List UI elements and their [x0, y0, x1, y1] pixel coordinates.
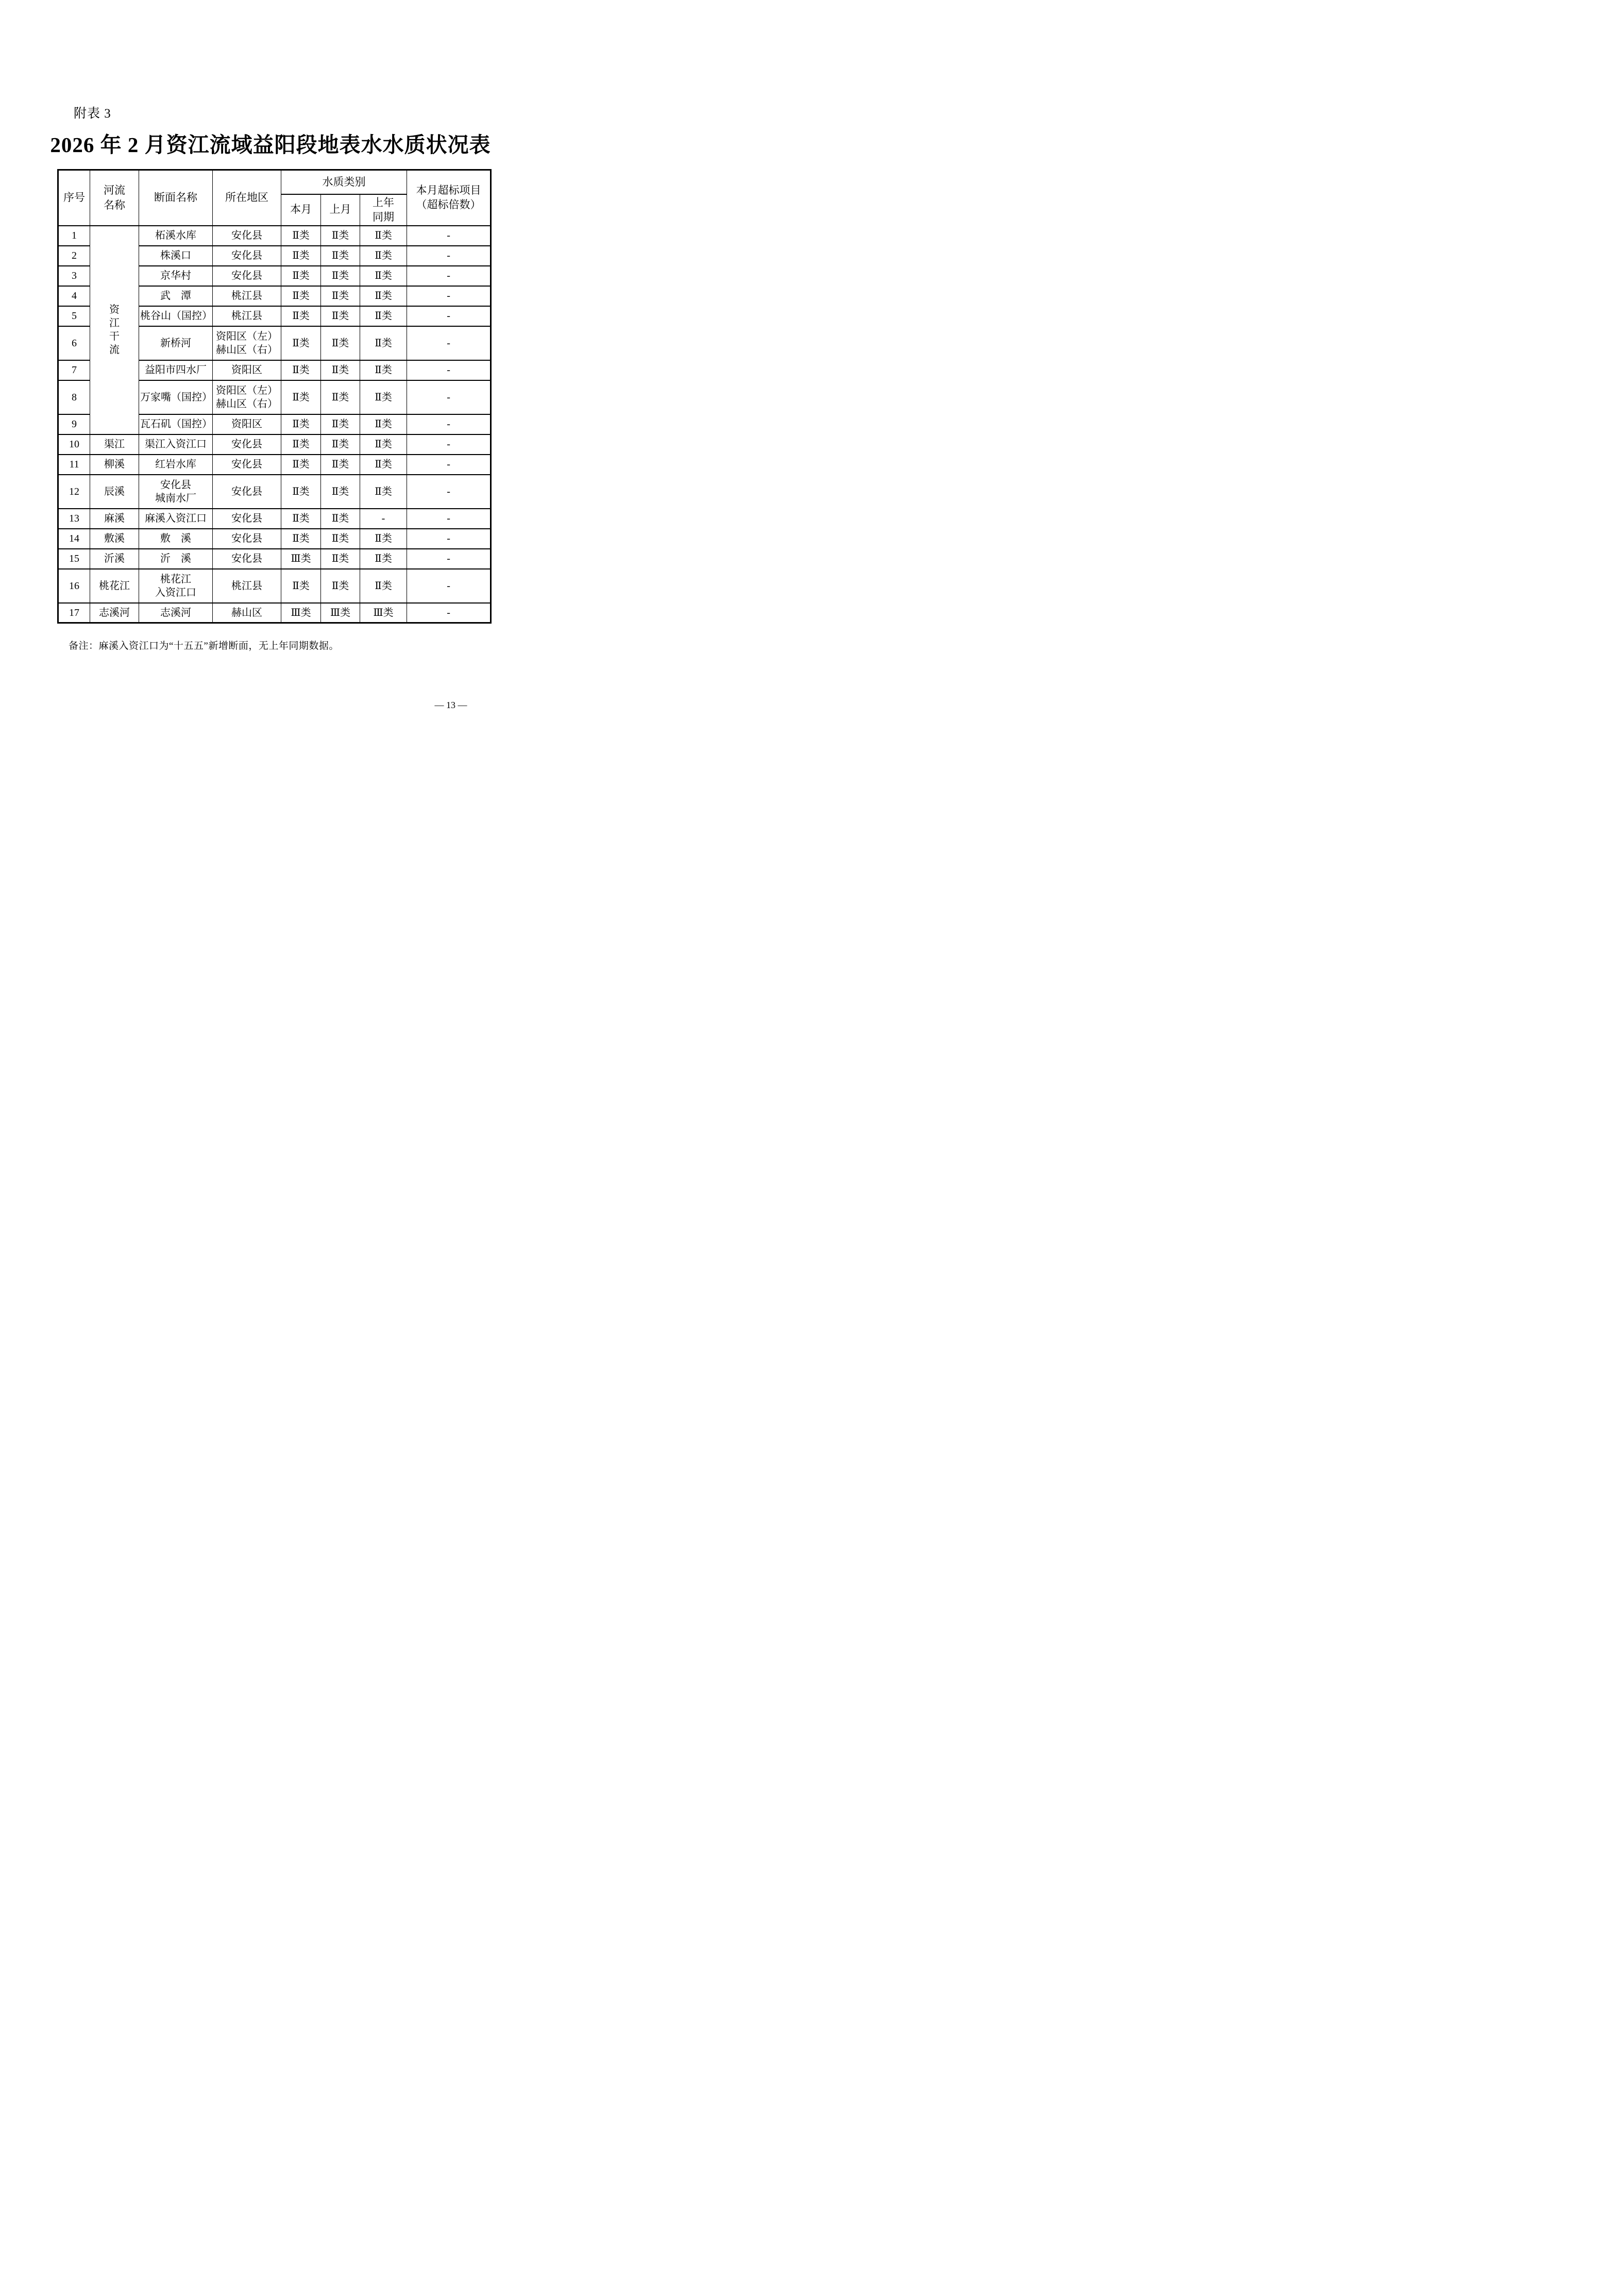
- cell-section: 安化县 城南水厂: [139, 475, 213, 509]
- cell-this-month: Ⅱ类: [281, 360, 321, 380]
- col-header-last-year: [360, 194, 407, 226]
- cell-this-month: Ⅱ类: [281, 455, 321, 475]
- header-row-top: [58, 170, 491, 194]
- cell-exceed: -: [407, 475, 491, 509]
- cell-last-month: Ⅱ类: [321, 266, 360, 286]
- cell-district: 安化县: [213, 226, 281, 246]
- cell-seq: 1: [58, 226, 90, 246]
- col-header-last-month-label: 上月: [329, 203, 351, 216]
- cell-last-month: Ⅲ类: [321, 603, 360, 623]
- cell-section: 麻溪入资江口: [139, 509, 213, 529]
- cell-this-month: Ⅱ类: [281, 509, 321, 529]
- cell-last-month: Ⅱ类: [321, 414, 360, 434]
- cell-district: 资阳区: [213, 360, 281, 380]
- cell-last-year: Ⅱ类: [360, 286, 407, 306]
- table-row: [58, 475, 491, 509]
- cell-last-month: Ⅱ类: [321, 246, 360, 266]
- cell-last-month: Ⅱ类: [321, 306, 360, 326]
- col-header-exceed-line1: 本月超标项目: [416, 184, 481, 197]
- cell-seq: 10: [58, 434, 90, 455]
- cell-this-month: Ⅲ类: [281, 603, 321, 623]
- cell-district: 安化县: [213, 475, 281, 509]
- table-row: [58, 434, 491, 455]
- cell-seq: 2: [58, 246, 90, 266]
- cell-river: 麻溪: [90, 509, 139, 529]
- cell-river: 渠江: [90, 434, 139, 455]
- cell-seq: 5: [58, 306, 90, 326]
- cell-district: 安化县: [213, 509, 281, 529]
- table-header: [58, 170, 491, 226]
- col-header-last-month: [321, 194, 360, 226]
- cell-exceed: -: [407, 226, 491, 246]
- cell-exceed: -: [407, 360, 491, 380]
- cell-this-month: Ⅱ类: [281, 326, 321, 360]
- cell-last-year: Ⅱ类: [360, 360, 407, 380]
- table-note: 备注：麻溪入资江口为“十五五”新增断面，无上年同期数据。: [69, 641, 339, 651]
- cell-exceed: -: [407, 266, 491, 286]
- cell-exceed: -: [407, 286, 491, 306]
- cell-last-year: Ⅱ类: [360, 549, 407, 569]
- cell-last-year: Ⅱ类: [360, 569, 407, 603]
- cell-section: 渠江入资江口: [139, 434, 213, 455]
- cell-section: 万家嘴（国控）: [139, 380, 213, 414]
- cell-exceed: -: [407, 509, 491, 529]
- cell-exceed: -: [407, 603, 491, 623]
- cell-this-month: Ⅱ类: [281, 475, 321, 509]
- cell-river: 资 江 干 流: [90, 226, 139, 434]
- cell-last-year: Ⅱ类: [360, 475, 407, 509]
- cell-this-month: Ⅱ类: [281, 380, 321, 414]
- cell-section: 新桥河: [139, 326, 213, 360]
- cell-this-month: Ⅱ类: [281, 286, 321, 306]
- cell-section: 敷 溪: [139, 529, 213, 549]
- cell-exceed: -: [407, 414, 491, 434]
- cell-seq: 15: [58, 549, 90, 569]
- cell-this-month: Ⅱ类: [281, 266, 321, 286]
- cell-seq: 8: [58, 380, 90, 414]
- cell-river: 敷溪: [90, 529, 139, 549]
- water-quality-table: [57, 169, 492, 624]
- col-header-river: [90, 170, 139, 226]
- cell-river: 志溪河: [90, 603, 139, 623]
- cell-last-year: Ⅱ类: [360, 306, 407, 326]
- cell-exceed: -: [407, 326, 491, 360]
- col-header-district: [213, 170, 281, 226]
- table-row: [58, 509, 491, 529]
- cell-exceed: -: [407, 529, 491, 549]
- cell-exceed: -: [407, 569, 491, 603]
- document-page: [0, 0, 541, 765]
- appendix-label: 附表 3: [74, 107, 111, 121]
- cell-district: 桃江县: [213, 569, 281, 603]
- cell-this-month: Ⅱ类: [281, 306, 321, 326]
- cell-last-month: Ⅱ类: [321, 434, 360, 455]
- col-header-seq: [58, 170, 90, 226]
- cell-district: 安化县: [213, 434, 281, 455]
- col-header-seq-label: 序号: [63, 191, 85, 204]
- cell-exceed: -: [407, 380, 491, 414]
- cell-river: 柳溪: [90, 455, 139, 475]
- cell-district: 资阳区（左） 赫山区（右）: [213, 326, 281, 360]
- cell-this-month: Ⅱ类: [281, 569, 321, 603]
- cell-seq: 13: [58, 509, 90, 529]
- cell-section: 武 潭: [139, 286, 213, 306]
- col-header-exceed-line2: （超标倍数）: [416, 198, 481, 211]
- col-header-quality-group: [281, 170, 407, 194]
- cell-last-year: Ⅱ类: [360, 226, 407, 246]
- cell-district: 安化县: [213, 549, 281, 569]
- cell-section: 桃谷山（国控）: [139, 306, 213, 326]
- table-row: [58, 569, 491, 603]
- cell-seq: 3: [58, 266, 90, 286]
- cell-last-month: Ⅱ类: [321, 380, 360, 414]
- cell-seq: 14: [58, 529, 90, 549]
- col-header-section: [139, 170, 213, 226]
- cell-last-month: Ⅱ类: [321, 529, 360, 549]
- col-header-this-month: [281, 194, 321, 226]
- cell-this-month: Ⅱ类: [281, 246, 321, 266]
- cell-district: 安化县: [213, 529, 281, 549]
- cell-district: 安化县: [213, 246, 281, 266]
- cell-river: 辰溪: [90, 475, 139, 509]
- cell-last-year: Ⅱ类: [360, 246, 407, 266]
- cell-district: 桃江县: [213, 306, 281, 326]
- cell-last-month: Ⅱ类: [321, 326, 360, 360]
- cell-last-year: Ⅱ类: [360, 414, 407, 434]
- cell-district: 赫山区: [213, 603, 281, 623]
- col-header-district-label: 所在地区: [225, 191, 268, 204]
- col-header-quality-group-label: 水质类别: [322, 175, 366, 188]
- cell-last-month: Ⅱ类: [321, 549, 360, 569]
- cell-district: 资阳区（左） 赫山区（右）: [213, 380, 281, 414]
- table-row: [58, 226, 491, 246]
- cell-section: 益阳市四水厂: [139, 360, 213, 380]
- cell-section: 沂 溪: [139, 549, 213, 569]
- page-title: 2026 年 2 月资江流域益阳段地表水水质状况表: [50, 133, 491, 157]
- cell-river: 桃花江: [90, 569, 139, 603]
- cell-section: 志溪河: [139, 603, 213, 623]
- cell-exceed: -: [407, 246, 491, 266]
- cell-seq: 11: [58, 455, 90, 475]
- cell-last-year: Ⅱ类: [360, 266, 407, 286]
- cell-exceed: -: [407, 455, 491, 475]
- cell-last-month: Ⅱ类: [321, 226, 360, 246]
- col-header-this-month-label: 本月: [290, 203, 312, 216]
- cell-section: 株溪口: [139, 246, 213, 266]
- table-body: [58, 226, 491, 623]
- col-header-exceed: [407, 170, 491, 226]
- cell-last-year: Ⅱ类: [360, 380, 407, 414]
- cell-last-month: Ⅱ类: [321, 286, 360, 306]
- cell-last-year: Ⅱ类: [360, 434, 407, 455]
- cell-this-month: Ⅱ类: [281, 226, 321, 246]
- col-header-last-year-label: 上年同期: [373, 196, 394, 223]
- cell-section: 柘溪水库: [139, 226, 213, 246]
- cell-last-year: Ⅱ类: [360, 529, 407, 549]
- cell-district: 桃江县: [213, 286, 281, 306]
- cell-last-month: Ⅱ类: [321, 475, 360, 509]
- table-row: [58, 549, 491, 569]
- cell-seq: 6: [58, 326, 90, 360]
- cell-section: 瓦石矶（国控）: [139, 414, 213, 434]
- cell-district: 安化县: [213, 455, 281, 475]
- cell-seq: 9: [58, 414, 90, 434]
- cell-last-month: Ⅱ类: [321, 360, 360, 380]
- col-header-river-label: 河流名称: [103, 184, 125, 211]
- cell-last-month: Ⅱ类: [321, 455, 360, 475]
- cell-last-year: -: [360, 509, 407, 529]
- table-row: [58, 603, 491, 623]
- cell-section: 红岩水库: [139, 455, 213, 475]
- cell-seq: 4: [58, 286, 90, 306]
- cell-district: 安化县: [213, 266, 281, 286]
- cell-last-year: Ⅱ类: [360, 326, 407, 360]
- cell-seq: 16: [58, 569, 90, 603]
- cell-section: 桃花江 入资江口: [139, 569, 213, 603]
- cell-this-month: Ⅱ类: [281, 529, 321, 549]
- cell-last-month: Ⅱ类: [321, 509, 360, 529]
- cell-this-month: Ⅲ类: [281, 549, 321, 569]
- page-number: — 13 —: [434, 700, 467, 710]
- table-row: [58, 455, 491, 475]
- cell-seq: 12: [58, 475, 90, 509]
- table-row: [58, 529, 491, 549]
- cell-exceed: -: [407, 434, 491, 455]
- cell-district: 资阳区: [213, 414, 281, 434]
- col-header-section-label: 断面名称: [154, 191, 197, 204]
- cell-this-month: Ⅱ类: [281, 434, 321, 455]
- cell-exceed: -: [407, 306, 491, 326]
- cell-seq: 17: [58, 603, 90, 623]
- cell-seq: 7: [58, 360, 90, 380]
- cell-last-month: Ⅱ类: [321, 569, 360, 603]
- cell-last-year: Ⅱ类: [360, 455, 407, 475]
- cell-river: 沂溪: [90, 549, 139, 569]
- cell-exceed: -: [407, 549, 491, 569]
- cell-this-month: Ⅱ类: [281, 414, 321, 434]
- cell-last-year: Ⅲ类: [360, 603, 407, 623]
- cell-section: 京华村: [139, 266, 213, 286]
